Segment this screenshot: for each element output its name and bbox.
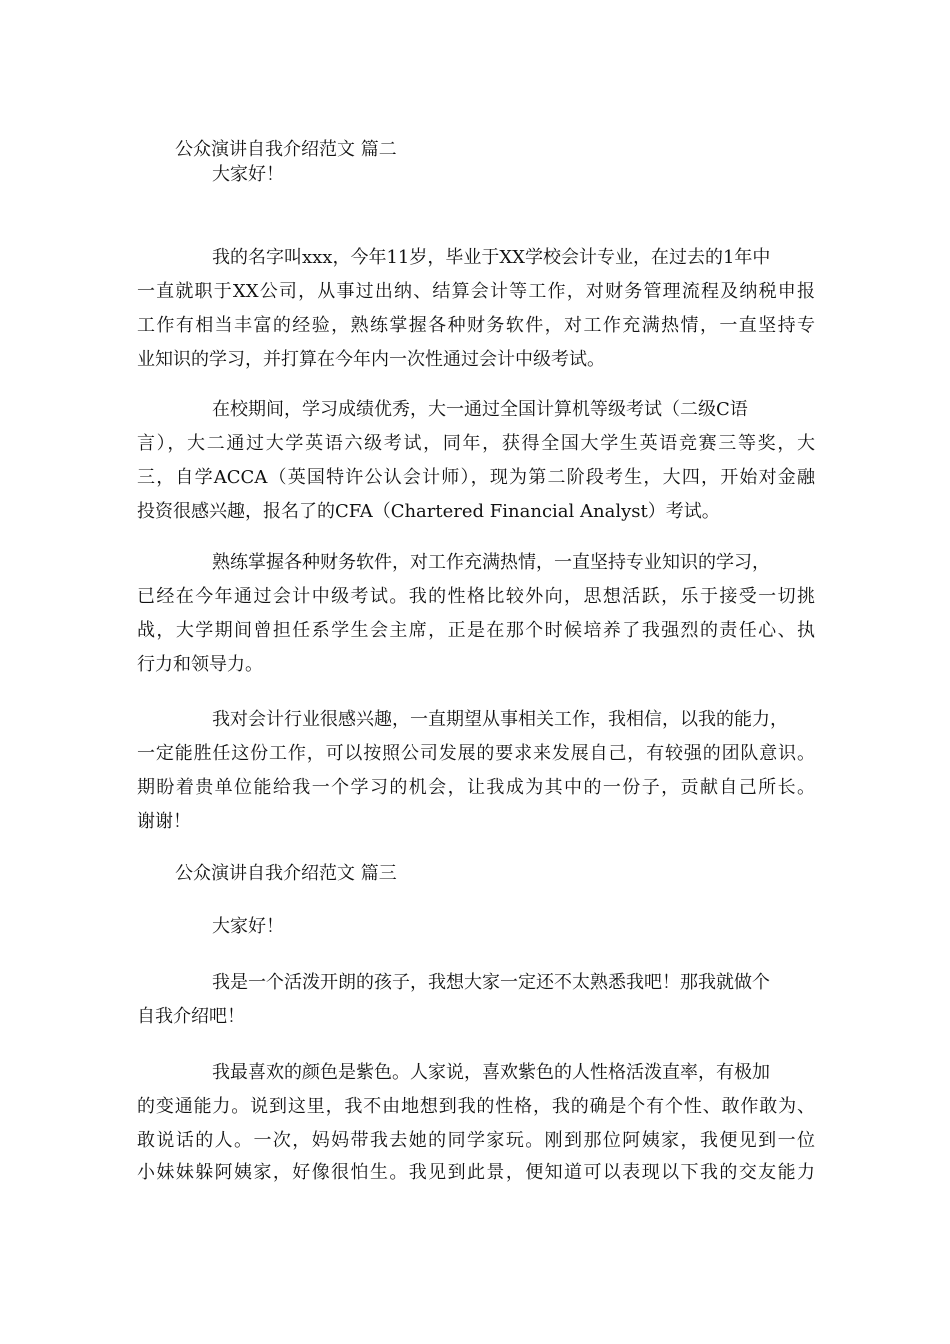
paragraph-line: 在校期间，学习成绩优秀，大一通过全国计算机等级考试（二级C语 [212,399,748,420]
paragraph-line: 我对会计行业很感兴趣，一直期望从事相关工作，我相信，以我的能力， [212,709,788,730]
paragraph-line: 言），大二通过大学英语六级考试，同年，获得全国大学生英语竞赛三等奖，大 [137,433,815,454]
paragraph-line: 一定能胜任这份工作，可以按照公司发展的要求来发展自己，有较强的团队意识。 [137,743,815,764]
paragraph-line: 一直就职于XX公司，从事过出纳、结算会计等工作，对财务管理流程及纳税申报 [137,281,815,302]
paragraph-line: 已经在今年通过会计中级考试。我的性格比较外向，思想活跃，乐于接受一切挑 [137,586,815,607]
paragraph-line: 谢谢！ [137,811,191,832]
paragraph-line: 业知识的学习，并打算在今年内一次性通过会计中级考试。 [137,349,605,370]
paragraph-line: 三，自学ACCA（英国特许公认会计师），现为第二阶段考生，大四，开始对金融 [137,467,815,488]
paragraph-line: 投资很感兴趣，报名了的CFA（Chartered Financial Analyst）考试。 [137,501,720,522]
paragraph-line: 的变通能力。说到这里，我不由地想到我的性格，我的确是个有个性、敢作敢为、 [137,1096,815,1117]
paragraph-line: 我最喜欢的颜色是紫色。人家说，喜欢紫色的人性格活泼直率，有极加 [212,1062,770,1083]
section-heading: 公众演讲自我介绍范文 篇三 [175,863,397,884]
section-heading: 公众演讲自我介绍范文 篇二 [175,139,397,160]
paragraph-line: 工作有相当丰富的经验，熟练掌握各种财务软件，对工作充满热情，一直坚持专 [137,315,815,336]
paragraph-line: 行力和领导力。 [137,654,263,675]
paragraph-line: 期盼着贵单位能给我一个学习的机会，让我成为其中的一份子，贡献自己所长。 [137,777,815,798]
paragraph-line: 自我介绍吧！ [137,1006,245,1027]
paragraph-line: 战，大学期间曾担任系学生会主席，正是在那个时候培养了我强烈的责任心、执 [137,620,815,641]
paragraph-line: 我的名字叫xxx，今年11岁，毕业于XX学校会计专业，在过去的1年中 [212,247,771,268]
paragraph-line: 我是一个活泼开朗的孩子，我想大家一定还不太熟悉我吧！那我就做个 [212,972,770,993]
greeting: 大家好！ [212,916,284,937]
greeting: 大家好！ [212,164,284,185]
paragraph-line: 小妹妹躲阿姨家，好像很怕生。我见到此景，便知道可以表现以下我的交友能力 [137,1162,815,1183]
paragraph-line: 熟练掌握各种财务软件，对工作充满热情，一直坚持专业知识的学习， [212,552,770,573]
paragraph-line: 敢说话的人。一次，妈妈带我去她的同学家玩。刚到那位阿姨家，我便见到一位 [137,1130,815,1151]
